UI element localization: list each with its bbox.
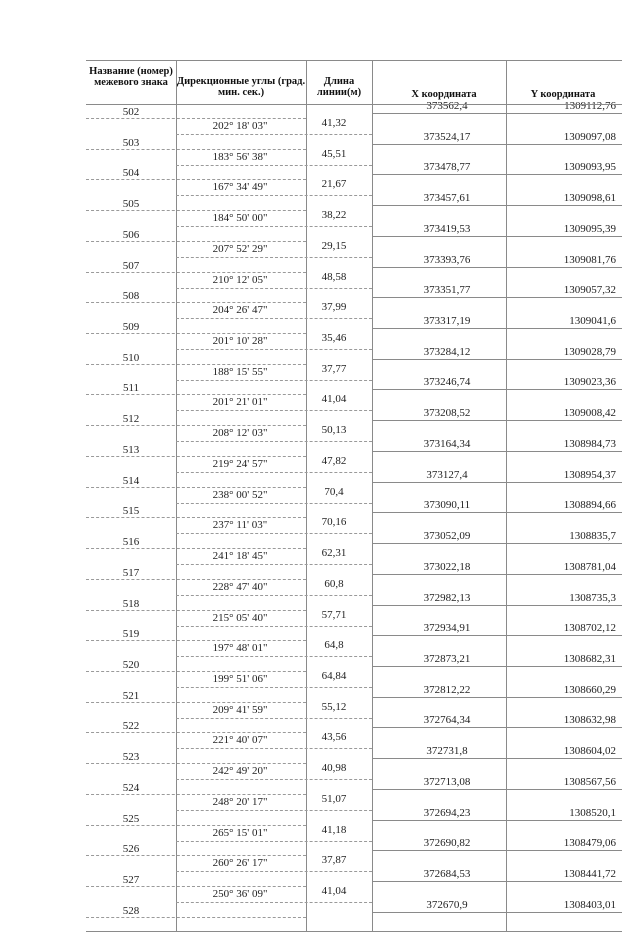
row-rule — [372, 789, 622, 790]
row-rule — [372, 113, 622, 114]
point-y-coordinate: 1309098,61 — [563, 192, 616, 205]
segment-length: 38,22 — [321, 209, 347, 222]
segment-rule — [176, 380, 372, 381]
segment-rule — [176, 718, 372, 719]
row-rule — [372, 758, 622, 759]
point-y-coordinate: 1309097,08 — [563, 130, 616, 143]
row-rule — [372, 144, 622, 145]
point-x-coordinate: 372670,9 — [426, 898, 468, 911]
segment-direction-angle: 215° 05' 40" — [212, 611, 268, 624]
segment-direction-angle: 221° 40' 07" — [212, 734, 268, 747]
row-rule — [86, 794, 306, 795]
column-divider — [372, 60, 373, 931]
segment-length: 70,16 — [321, 516, 347, 529]
row-rule — [86, 118, 306, 119]
segment-rule — [176, 779, 372, 780]
point-y-coordinate: 1309008,42 — [563, 407, 616, 420]
point-x-coordinate: 373022,18 — [423, 560, 471, 573]
row-rule — [86, 610, 306, 611]
row-rule — [86, 732, 306, 733]
point-name: 502 — [122, 106, 140, 118]
point-y-coordinate: 1308660,29 — [563, 683, 616, 696]
row-rule — [372, 727, 622, 728]
column-divider — [306, 60, 307, 931]
segment-length: 40,98 — [321, 762, 347, 775]
segment-direction-angle: 201° 10' 28" — [212, 335, 268, 348]
row-rule — [372, 881, 622, 882]
segment-length: 50,13 — [321, 424, 347, 437]
point-name: 508 — [122, 290, 140, 303]
row-rule — [86, 548, 306, 549]
row-rule — [372, 267, 622, 268]
segment-rule — [176, 626, 372, 627]
point-name: 509 — [122, 321, 140, 334]
segment-rule — [176, 902, 372, 903]
row-rule — [372, 359, 622, 360]
segment-direction-angle: 204° 26' 47" — [212, 304, 268, 317]
segment-length: 45,51 — [321, 147, 347, 160]
point-x-coordinate: 373419,53 — [423, 222, 471, 235]
point-y-coordinate: 1309057,32 — [563, 284, 616, 297]
point-y-coordinate: 1308781,04 — [563, 560, 616, 573]
segment-length: 37,99 — [321, 301, 347, 314]
segment-rule — [176, 595, 372, 596]
point-x-coordinate: 372690,82 — [423, 837, 471, 850]
row-rule — [372, 482, 622, 483]
segment-length: 62,31 — [321, 547, 347, 560]
point-x-coordinate: 372684,53 — [423, 868, 471, 880]
row-rule — [86, 149, 306, 150]
segment-direction-angle: 242° 49' 20" — [212, 765, 268, 778]
point-name: 521 — [122, 689, 140, 702]
point-x-coordinate: 373562,4 — [426, 100, 468, 112]
table-top-rule — [86, 60, 622, 61]
row-rule — [86, 702, 306, 703]
point-x-coordinate: 373393,76 — [423, 253, 471, 266]
column-divider — [506, 60, 507, 931]
point-x-coordinate: 373351,77 — [423, 284, 471, 297]
point-name: 523 — [122, 751, 140, 764]
row-rule — [372, 912, 622, 913]
row-rule — [86, 886, 306, 887]
segment-rule — [176, 349, 372, 350]
segment-rule — [176, 226, 372, 227]
segment-direction-angle: 188° 15' 55" — [212, 365, 268, 378]
point-y-coordinate: 1309041,6 — [569, 315, 616, 328]
row-rule — [86, 364, 306, 365]
point-name: 519 — [122, 628, 140, 641]
point-y-coordinate: 1308735,3 — [569, 591, 616, 604]
segment-direction-angle: 197° 48' 01" — [212, 642, 268, 655]
header-y-coordinate: Y координата — [530, 89, 596, 100]
point-x-coordinate: 372694,23 — [423, 806, 471, 819]
segment-direction-angle: 241° 18' 45" — [212, 550, 268, 563]
point-name: 504 — [122, 167, 140, 180]
row-rule — [372, 666, 622, 667]
segment-rule — [176, 533, 372, 534]
segment-length: 70,4 — [324, 485, 344, 498]
segment-direction-angle: 208° 12' 03" — [212, 427, 268, 440]
point-y-coordinate: 1309081,76 — [563, 253, 616, 266]
segment-length: 48,58 — [321, 270, 347, 283]
segment-direction-angle: 210° 12' 05" — [212, 273, 268, 286]
segment-rule — [176, 288, 372, 289]
segment-rule — [176, 134, 372, 135]
point-name: 506 — [122, 228, 140, 241]
point-x-coordinate: 372812,22 — [423, 683, 471, 696]
segment-direction-angle: 207° 52' 29" — [212, 242, 268, 255]
row-rule — [372, 236, 622, 237]
segment-direction-angle: 248° 20' 17" — [212, 795, 268, 808]
row-rule — [86, 917, 306, 918]
column-divider — [176, 60, 177, 931]
point-name: 527 — [122, 874, 140, 886]
row-rule — [86, 333, 306, 334]
point-y-coordinate: 1308702,12 — [563, 622, 616, 635]
segment-rule — [176, 656, 372, 657]
point-y-coordinate: 1309093,95 — [563, 161, 616, 174]
row-rule — [86, 487, 306, 488]
point-name: 507 — [122, 259, 140, 272]
point-x-coordinate: 372934,91 — [423, 622, 471, 635]
point-name: 515 — [122, 505, 140, 518]
segment-length: 29,15 — [321, 239, 347, 252]
segment-length: 55,12 — [321, 700, 347, 713]
segment-direction-angle: 202° 18' 03" — [212, 120, 268, 132]
row-rule — [372, 174, 622, 175]
row-rule — [372, 605, 622, 606]
point-y-coordinate: 1308894,66 — [563, 499, 616, 512]
row-rule — [372, 574, 622, 575]
segment-length: 47,82 — [321, 454, 347, 467]
point-name: 513 — [122, 443, 140, 456]
point-x-coordinate: 372731,8 — [426, 745, 468, 758]
row-rule — [86, 425, 306, 426]
point-x-coordinate: 372764,34 — [423, 714, 471, 727]
row-rule — [372, 820, 622, 821]
point-name: 520 — [122, 658, 140, 671]
segment-length: 41,04 — [321, 885, 347, 897]
header-x-coordinate: X координата — [411, 89, 477, 100]
segment-direction-angle: 260° 26' 17" — [212, 857, 268, 870]
point-name: 525 — [122, 812, 140, 825]
segment-direction-angle: 219° 24' 57" — [212, 457, 268, 470]
row-rule — [86, 855, 306, 856]
segment-length: 35,46 — [321, 332, 347, 345]
segment-rule — [176, 564, 372, 565]
segment-rule — [176, 810, 372, 811]
segment-direction-angle: 184° 50' 00" — [212, 212, 268, 225]
segment-direction-angle: 237° 11' 03" — [212, 519, 268, 532]
segment-rule — [176, 687, 372, 688]
header-direction-angle: Дирекционные углы (град. мин. сек.) — [176, 76, 306, 98]
segment-rule — [176, 472, 372, 473]
point-name: 505 — [122, 198, 140, 211]
row-rule — [372, 512, 622, 513]
segment-rule — [176, 318, 372, 319]
row-rule — [86, 394, 306, 395]
point-x-coordinate: 373090,11 — [423, 499, 471, 512]
row-rule — [86, 671, 306, 672]
point-name: 516 — [122, 536, 140, 549]
row-rule — [86, 456, 306, 457]
segment-length: 64,8 — [324, 639, 344, 652]
row-rule — [372, 328, 622, 329]
segment-direction-angle: 265° 15' 01" — [212, 826, 268, 839]
point-y-coordinate: 1309023,36 — [563, 376, 616, 389]
segment-length: 21,67 — [321, 178, 347, 191]
segment-length: 37,77 — [321, 362, 347, 375]
segment-length: 51,07 — [321, 792, 347, 805]
segment-rule — [176, 165, 372, 166]
segment-direction-angle: 228° 47' 40" — [212, 580, 268, 593]
segment-rule — [176, 257, 372, 258]
row-rule — [86, 579, 306, 580]
segment-length: 41,04 — [321, 393, 347, 406]
header-bottom-rule — [86, 104, 622, 105]
segment-direction-angle: 183° 56' 38" — [212, 150, 268, 163]
row-rule — [86, 517, 306, 518]
row-rule — [86, 763, 306, 764]
segment-direction-angle: 199° 51' 06" — [212, 672, 268, 685]
point-x-coordinate: 372713,08 — [423, 775, 471, 788]
point-y-coordinate: 1308567,56 — [563, 775, 616, 788]
row-rule — [372, 297, 622, 298]
point-y-coordinate: 1308682,31 — [563, 652, 616, 665]
point-y-coordinate: 1308479,06 — [563, 837, 616, 850]
point-x-coordinate: 373284,12 — [423, 345, 471, 358]
row-rule — [372, 205, 622, 206]
point-y-coordinate: 1308632,98 — [563, 714, 616, 727]
point-x-coordinate: 373317,19 — [423, 315, 471, 328]
point-x-coordinate: 372982,13 — [423, 591, 471, 604]
header-point-name: Название (номер) межевого знака — [89, 66, 173, 88]
segment-length: 41,18 — [321, 823, 347, 836]
row-rule — [86, 210, 306, 211]
row-rule — [86, 825, 306, 826]
segment-length: 64,84 — [321, 669, 347, 682]
point-y-coordinate: 1309028,79 — [563, 345, 616, 358]
point-name: 514 — [122, 474, 140, 487]
row-rule — [372, 635, 622, 636]
row-rule — [372, 451, 622, 452]
point-y-coordinate: 1309112,76 — [564, 100, 616, 112]
row-rule — [86, 241, 306, 242]
point-y-coordinate: 1308954,37 — [563, 468, 616, 481]
header-line-length: Длина линии(м) — [316, 76, 362, 98]
point-name: 503 — [122, 136, 140, 149]
point-x-coordinate: 373524,17 — [423, 130, 471, 143]
point-y-coordinate: 1308604,02 — [563, 745, 616, 758]
row-rule — [372, 850, 622, 851]
point-x-coordinate: 372873,21 — [423, 652, 471, 665]
segment-length: 57,71 — [321, 608, 347, 621]
point-x-coordinate: 373246,74 — [423, 376, 471, 389]
row-rule — [86, 272, 306, 273]
row-rule — [86, 179, 306, 180]
segment-rule — [176, 410, 372, 411]
point-y-coordinate: 1308984,73 — [563, 437, 616, 450]
segment-rule — [176, 195, 372, 196]
point-x-coordinate: 373164,34 — [423, 437, 471, 450]
point-name: 517 — [122, 566, 140, 579]
segment-length: 41,32 — [321, 117, 347, 129]
point-x-coordinate: 373478,77 — [423, 161, 471, 174]
point-y-coordinate: 1308403,01 — [563, 898, 616, 911]
point-y-coordinate: 1309095,39 — [563, 222, 616, 235]
segment-rule — [176, 841, 372, 842]
segment-length: 37,87 — [321, 854, 347, 867]
segment-direction-angle: 209° 41' 59" — [212, 703, 268, 716]
segment-length: 43,56 — [321, 731, 347, 744]
segment-rule — [176, 748, 372, 749]
segment-direction-angle: 167° 34' 49" — [212, 181, 268, 194]
segment-length: 60,8 — [324, 577, 344, 590]
segment-rule — [176, 871, 372, 872]
row-rule — [372, 389, 622, 390]
point-name: 510 — [122, 351, 140, 364]
point-name: 524 — [122, 781, 140, 794]
row-rule — [372, 420, 622, 421]
point-y-coordinate: 1308520,1 — [569, 806, 616, 819]
point-name: 528 — [122, 904, 140, 917]
point-name: 511 — [122, 382, 140, 395]
segment-direction-angle: 250° 36' 09" — [212, 888, 268, 900]
segment-rule — [176, 503, 372, 504]
point-y-coordinate: 1308441,72 — [563, 868, 616, 880]
row-rule — [372, 697, 622, 698]
segment-direction-angle: 201° 21' 01" — [212, 396, 268, 409]
point-name: 522 — [122, 720, 140, 733]
point-x-coordinate: 373208,52 — [423, 407, 471, 420]
row-rule — [86, 302, 306, 303]
row-rule — [372, 543, 622, 544]
segment-direction-angle: 238° 00' 52" — [212, 488, 268, 501]
point-name: 518 — [122, 597, 140, 610]
point-x-coordinate: 373127,4 — [426, 468, 468, 481]
point-name: 526 — [122, 843, 140, 856]
row-rule — [86, 640, 306, 641]
segment-rule — [176, 441, 372, 442]
point-x-coordinate: 373457,61 — [423, 192, 471, 205]
point-x-coordinate: 373052,09 — [423, 530, 471, 543]
point-name: 512 — [122, 413, 140, 426]
point-y-coordinate: 1308835,7 — [569, 530, 616, 543]
